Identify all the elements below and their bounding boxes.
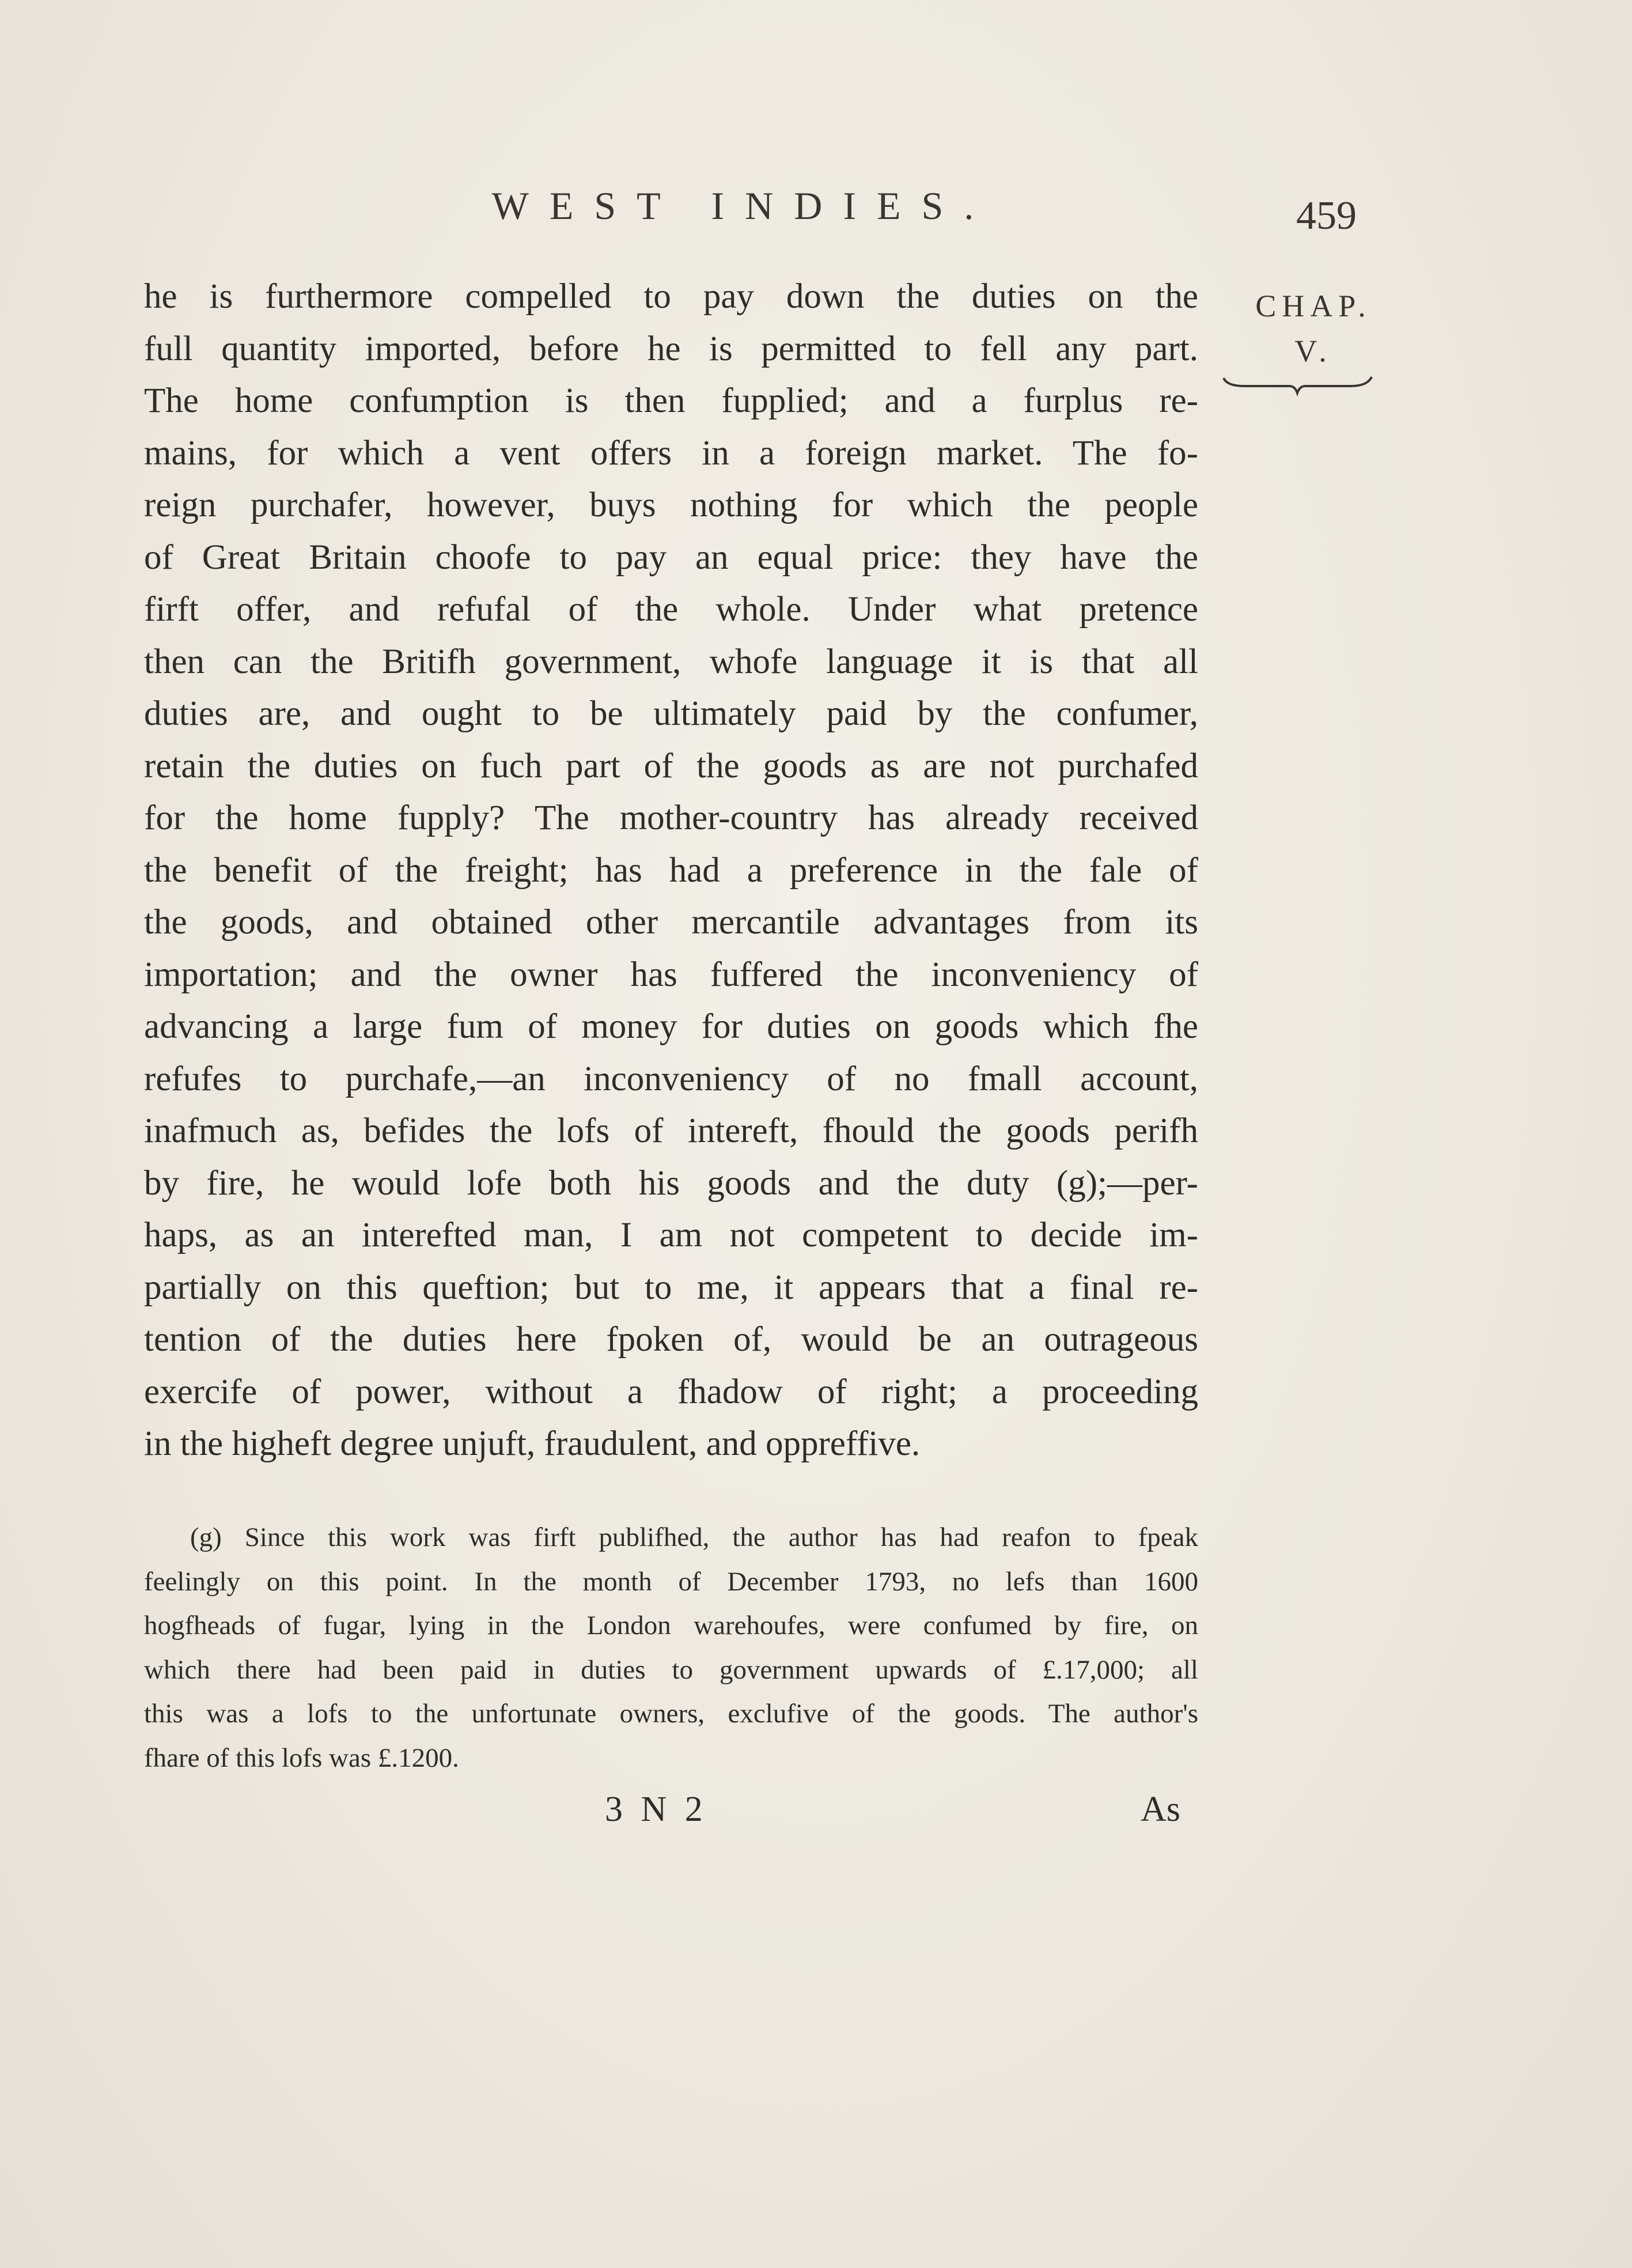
footnote-line: this was a lofs to the unfortunate owners, exclufive of the goods. The author's (144, 1699, 1198, 1729)
text-line: mains, for which a vent offers in a foreign market. The fo- (144, 433, 1198, 472)
text-line: exercife of power, without a fhadow of right; a proceeding (144, 1372, 1198, 1411)
text-line: advancing a large fum of money for duties on goods which fhe (144, 1007, 1198, 1046)
running-head: WEST INDIES. (491, 184, 995, 228)
chapter-number: V. (1294, 334, 1332, 368)
text-line: then can the Britifh government, whofe language it is that all (144, 642, 1198, 681)
footnote-line: hogfheads of fugar, lying in the London warehoufes, were confumed by fire, on (144, 1611, 1198, 1640)
text-line: refufes to purchafe,—an inconveniency of no fmall account, (144, 1059, 1198, 1098)
text-line: for the home fupply? The mother-country has already received (144, 799, 1198, 837)
text-line: importation; and the owner has fuffered the inconveniency of (144, 955, 1198, 994)
main-text (144, 271, 1198, 1471)
text-line: by fire, he would lofe both his goods and the duty (g);—per- (144, 1163, 1198, 1203)
text-line: he is furthermore compelled to pay down the duties on the (144, 277, 1198, 316)
text-line: retain the duties on fuch part of the goods as are not purchafed (144, 746, 1198, 785)
text-line: full quantity imported, before he is permitted to fell any part. (144, 329, 1198, 368)
footnote-line: (g) Since this work was firft publifhed, the author has had reafon to fpeak (190, 1522, 1198, 1552)
page-number: 459 (1296, 194, 1357, 238)
signature-mark: 3 N 2 (605, 1790, 707, 1829)
chapter-margin-note (1236, 284, 1391, 373)
text-line: tention of the duties here fpoken of, would be an outrageous (144, 1320, 1198, 1359)
text-line: duties are, and ought to be ultimately paid by the confumer, (144, 694, 1198, 733)
text-line: of Great Britain choofe to pay an equal price: they have the (144, 538, 1198, 577)
footnote (144, 1515, 1198, 1780)
text-line: haps, as an interefted man, I am not competent to decide im- (144, 1216, 1198, 1254)
text-line: in the higheft degree unjuft, fraudulent, and oppreffive. (144, 1424, 921, 1463)
footnote-line: fhare of this lofs was £.1200. (144, 1742, 459, 1773)
text-line: partially on this queftion; but to me, it appears that a final re- (144, 1268, 1198, 1307)
footnote-line: which there had been paid in duties to government upwards of £.17,000; all (144, 1654, 1198, 1685)
text-line: inafmuch as, befides the lofs of intereft, fhould the goods perifh (144, 1112, 1198, 1150)
catchword: As (1141, 1790, 1180, 1829)
text-line: the benefit of the freight; has had a preference in the fale of (144, 850, 1198, 890)
text-line: The home confumption is then fupplied; and a furplus re- (144, 381, 1198, 420)
chapter-label: CHAP. (1255, 289, 1372, 323)
text-line: firft offer, and refufal of the whole. Under what pretence (144, 590, 1198, 629)
footnote-line: feelingly on this point. In the month of December 1793, no lefs than 1600 (144, 1566, 1198, 1597)
brace-ornament (1221, 373, 1374, 396)
text-line: the goods, and obtained other mercantile advantages from its (144, 903, 1198, 942)
text-line: reign purchafer, however, buys nothing for which the people (144, 486, 1198, 524)
